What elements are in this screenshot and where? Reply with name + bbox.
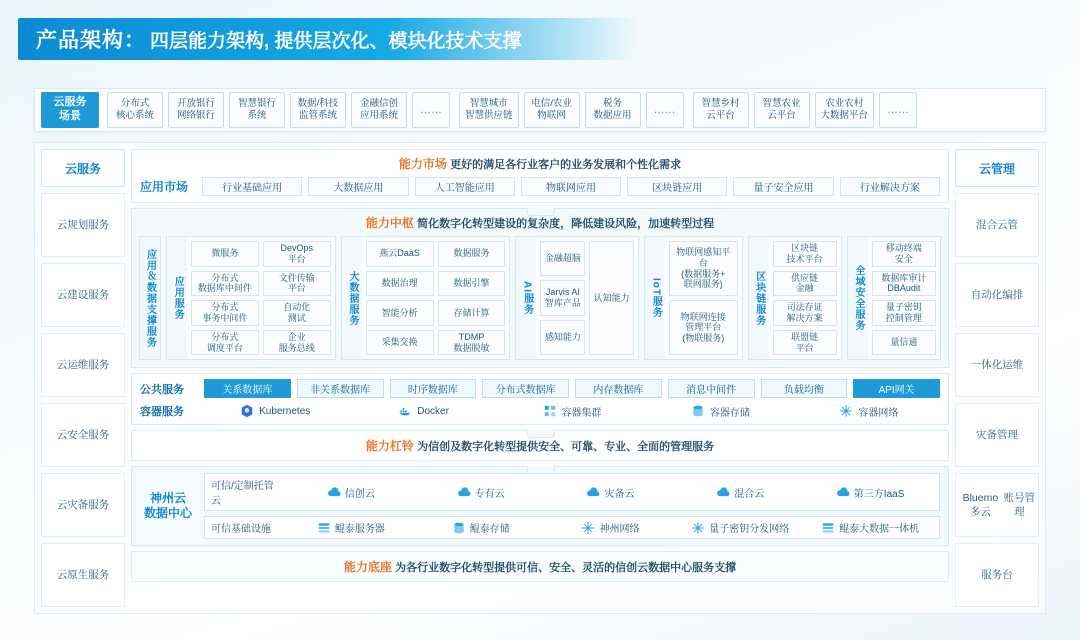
capability-item[interactable]: 金融超脑 — [540, 241, 585, 276]
cloud-scenario-group — [459, 92, 684, 128]
capability-market-title — [140, 155, 940, 172]
capability-middle-body — [139, 236, 941, 360]
capability-market-subtitle: 更好的满足各行业客户的业务发展和个性化需求 — [450, 159, 682, 171]
managed-cloud-item[interactable] — [805, 485, 935, 500]
app-market-chips — [202, 177, 940, 196]
capability-base-subtitle: 为各行业数字化转型提供可信、安全、灵活的信创云数据中心服务支撑 — [395, 562, 737, 575]
app-data-support-label-text: 应用＆数据支撑服务 — [144, 248, 156, 348]
app-market-chip[interactable]: 大数据应用 — [308, 177, 408, 196]
capability-block-label: 应用服务 — [167, 237, 187, 359]
capability-block-grid — [769, 237, 841, 359]
app-market-row — [140, 177, 940, 196]
scenario-more-chip[interactable]: …… — [646, 92, 684, 128]
cloud-management-items — [955, 193, 1039, 607]
capability-item[interactable]: 数据引擎 — [438, 271, 506, 297]
managed-cloud-item[interactable] — [286, 485, 416, 500]
scenario-chip[interactable]: 分布式 核心系统 — [107, 92, 163, 128]
architecture-main — [34, 142, 1046, 614]
capability-item[interactable]: 文件传输 平台 — [263, 271, 331, 297]
app-data-support-label — [139, 236, 161, 360]
cluster-icon — [543, 404, 557, 418]
capability-block — [644, 236, 742, 360]
scenario-chip[interactable]: 数据/科技 监管系统 — [290, 92, 346, 128]
scenario-chip[interactable]: 税务 数据应用 — [585, 92, 641, 128]
container-service-label: Docker — [417, 405, 449, 417]
infrastructure-item-label: 鲲泰服务器 — [334, 524, 385, 536]
capability-item[interactable]: 存储计算 — [438, 300, 506, 326]
capability-block-column — [438, 241, 506, 355]
container-service-item[interactable] — [649, 404, 791, 419]
app-market-chip[interactable]: 人工智能应用 — [415, 177, 515, 196]
public-service-chip[interactable]: 内存数据库 — [575, 379, 662, 398]
storage-icon — [452, 521, 466, 535]
infrastructure-items — [286, 520, 935, 535]
capability-block-grid — [868, 237, 940, 359]
cloud-service-item[interactable]: 云运维服务 — [41, 333, 125, 397]
capability-base-title-text: 能力底座 — [343, 560, 392, 575]
network-icon — [839, 404, 853, 418]
capability-middle-subtitle: 简化数字化转型建设的复杂度，降低建设风险，加速转型过程 — [417, 218, 715, 230]
cloud-service-item[interactable]: 云建设服务 — [41, 263, 125, 327]
cloud-management-header: 云管理 — [955, 149, 1039, 187]
capability-block-grid — [187, 237, 335, 359]
capability-item[interactable]: 燕云DaaS — [366, 241, 434, 267]
capability-item[interactable]: Jarvis AI 智库产品 — [540, 280, 585, 315]
capability-block-column — [540, 241, 585, 355]
capability-item[interactable]: 物联网感知平台 (数据服务+ 联网服务) — [669, 241, 737, 296]
infrastructure-item[interactable] — [546, 520, 676, 535]
capability-block-label: IoT服务 — [645, 237, 665, 359]
scenario-chip[interactable]: 开放银行 网络银行 — [168, 92, 224, 128]
capability-item[interactable]: 数据服务 — [438, 241, 506, 267]
cloud-scenario-group — [107, 92, 450, 128]
scenario-chip[interactable]: 智慧城市 智慧供应链 — [459, 92, 519, 128]
capability-item[interactable]: 分布式 调度平台 — [191, 330, 259, 356]
container-service-label: 容器存储 — [709, 407, 750, 419]
container-services-label: 容器服务 — [140, 406, 184, 419]
capability-item[interactable]: 自动化 测试 — [263, 300, 331, 326]
capability-item[interactable]: 联盟链 平台 — [773, 330, 837, 356]
cloud-service-item[interactable]: 云灾备服务 — [41, 473, 125, 537]
capability-block-column — [191, 241, 259, 355]
server-icon — [317, 521, 331, 535]
infrastructure-item[interactable] — [286, 520, 416, 535]
cloud-scenario-strip — [34, 88, 1046, 132]
container-services-row — [140, 403, 940, 419]
capability-block-grid — [665, 237, 741, 359]
managed-cloud-item-label: 信创云 — [344, 488, 375, 500]
cloud-scenario-label — [41, 92, 99, 128]
cloud-icon — [716, 485, 730, 499]
kubernetes-icon — [240, 404, 254, 418]
scenario-chip[interactable]: 农业农村 大数据平台 — [815, 92, 875, 128]
cloud-management-item[interactable]: 混合云管 — [955, 193, 1039, 257]
managed-cloud-key: 可信/定制托管云 — [211, 481, 274, 508]
public-service-chip[interactable]: API网关 — [853, 379, 940, 398]
capability-item[interactable]: 认知能力 — [589, 241, 634, 355]
capability-item[interactable]: 采集交换 — [366, 330, 434, 356]
container-service-label: 容器网络 — [858, 407, 899, 419]
infrastructure-key: 可信基础设施 — [211, 524, 271, 536]
app-market-chip[interactable]: 量子安全应用 — [733, 177, 833, 196]
capability-block-label: AI服务 — [516, 237, 536, 359]
capability-block-column — [773, 241, 837, 355]
public-services-row — [140, 379, 940, 398]
container-service-label: 容器集群 — [561, 407, 602, 419]
public-services-label: 公共服务 — [140, 383, 184, 396]
container-services-items — [204, 404, 940, 419]
capability-block — [847, 236, 941, 360]
container-service-item[interactable] — [352, 404, 494, 419]
capability-item[interactable]: 数据库审计 DBAudit — [872, 271, 936, 297]
capability-block-label: 全域安全服务 — [848, 237, 868, 359]
capability-lever-title — [140, 437, 940, 454]
capability-item[interactable]: 移动终端 安全 — [872, 241, 936, 267]
app-market-chip[interactable]: 行业解决方案 — [840, 177, 940, 196]
scenario-more-chip[interactable]: …… — [412, 92, 450, 128]
capability-market-title-text: 能力市场 — [398, 157, 447, 171]
capability-middle-blocks — [166, 236, 941, 360]
app-market-chip[interactable]: 区块链应用 — [627, 177, 727, 196]
data-center-band — [131, 466, 949, 546]
capability-item[interactable]: 供应链 金融 — [773, 271, 837, 297]
cloud-service-item[interactable]: 云安全服务 — [41, 403, 125, 467]
cloud-service-item[interactable]: 云规划服务 — [41, 193, 125, 257]
public-service-chip[interactable]: 关系数据库 — [204, 379, 291, 398]
capability-block — [341, 236, 511, 360]
scenario-chip[interactable]: 智慧农业 云平台 — [754, 92, 810, 128]
capability-block-column — [669, 241, 737, 355]
managed-cloud-item-label: 灾备云 — [604, 488, 635, 500]
cloud-management-item[interactable]: 一体化运维 — [955, 333, 1039, 397]
capability-item[interactable]: 感知能力 — [540, 320, 585, 355]
cloud-management-item[interactable]: 服务台 — [955, 543, 1039, 607]
capability-block-column — [366, 241, 434, 355]
cloud-service-column — [41, 149, 125, 607]
container-service-item[interactable] — [501, 404, 643, 419]
cloud-management-column — [955, 149, 1039, 607]
capability-block-grid — [536, 237, 638, 359]
managed-cloud-item-label: 混合云 — [734, 488, 765, 500]
capability-item[interactable]: 量子密钥 控制管理 — [872, 300, 936, 326]
cloud-scenario-label-line1: 云服务 — [53, 96, 87, 109]
managed-cloud-item-label: 专有云 — [474, 488, 505, 500]
managed-cloud-item-label: 第三方IaaS — [853, 488, 905, 500]
cloud-icon — [457, 485, 471, 499]
container-service-label: Kubernetes — [259, 405, 311, 417]
capability-middle-band — [131, 208, 949, 368]
cloud-icon — [586, 485, 600, 499]
scenario-chip[interactable]: 金融信创 应用系统 — [351, 92, 407, 128]
managed-cloud-row — [204, 473, 940, 511]
network-icon — [581, 521, 595, 535]
data-center-label-line2: 数据中心 — [143, 506, 192, 521]
capability-base-band — [131, 551, 949, 582]
public-service-chip[interactable]: 非关系数据库 — [297, 379, 384, 398]
capability-block — [515, 236, 639, 360]
container-service-item[interactable] — [798, 404, 940, 419]
capability-item[interactable]: 分布式 事务中间件 — [191, 300, 259, 326]
infrastructure-item-label: 鲲泰大数据一体机 — [839, 524, 920, 536]
header-bar — [18, 18, 638, 60]
capability-item[interactable]: 分布式 数据库中间件 — [191, 271, 259, 297]
infrastructure-item-label: 量子密钥分发网络 — [709, 524, 790, 536]
cloud-management-item[interactable]: 自动化编排 — [955, 263, 1039, 327]
cloud-scenario-group — [693, 92, 918, 128]
data-center-rows — [204, 473, 940, 539]
public-service-chip[interactable]: 消息中间件 — [668, 379, 755, 398]
capability-item[interactable]: 微服务 — [191, 241, 259, 267]
cloud-scenario-groups — [107, 92, 917, 128]
capability-item[interactable]: 量信通 — [872, 330, 936, 356]
capability-lever-band — [131, 430, 949, 461]
scenario-chip[interactable]: 智慧乡村 云平台 — [693, 92, 749, 128]
architecture-center — [131, 149, 949, 607]
cloud-management-item[interactable]: 灾备管理 — [955, 403, 1039, 467]
page-subtitle: 四层能力架构, 提供层次化、模块化技术支撑 — [150, 30, 522, 52]
capability-item[interactable]: 数据治理 — [366, 271, 434, 297]
public-services-chips — [204, 379, 940, 398]
infrastructure-item[interactable] — [805, 520, 935, 535]
managed-cloud-items — [286, 485, 935, 500]
cloud-icon — [836, 485, 850, 499]
capability-block — [748, 236, 842, 360]
capability-item[interactable]: 司法存证 解决方案 — [773, 300, 837, 326]
managed-cloud-item[interactable] — [416, 485, 546, 500]
docker-icon — [398, 404, 412, 418]
capability-block-column — [589, 241, 634, 355]
page-header — [0, 18, 1080, 60]
cloud-service-item[interactable]: 云原生服务 — [41, 543, 125, 607]
managed-cloud-item[interactable] — [675, 485, 805, 500]
capability-base-title — [140, 558, 940, 575]
capability-block-column — [872, 241, 936, 355]
capability-item[interactable]: 区块链 技术平台 — [773, 241, 837, 267]
cloud-service-header: 云服务 — [41, 149, 125, 187]
quantum-icon — [691, 521, 705, 535]
managed-cloud-item[interactable] — [546, 485, 676, 500]
cloud-management-item[interactable]: Bluemo多云 账号管理 — [955, 473, 1039, 537]
cloud-service-items — [41, 193, 125, 607]
cloud-scenario-label-line2: 场景 — [59, 110, 81, 122]
infrastructure-item-label: 神州网络 — [599, 524, 640, 536]
data-center-label — [140, 491, 196, 522]
capability-middle-title-text: 能力中枢 — [365, 216, 414, 230]
capability-item[interactable]: TDMP 数据脱敏 — [438, 330, 506, 356]
public-service-chip[interactable]: 负载均衡 — [761, 379, 848, 398]
scenario-more-chip[interactable]: …… — [879, 92, 917, 128]
public-services-band — [131, 373, 949, 425]
allinone-icon — [821, 521, 835, 535]
capability-middle-title — [139, 214, 941, 231]
capability-market-band — [131, 149, 949, 203]
app-market-chip[interactable]: 行业基础应用 — [202, 177, 302, 196]
container-service-item[interactable] — [204, 404, 346, 419]
app-market-chip[interactable]: 物联网应用 — [521, 177, 621, 196]
scenario-chip[interactable]: 智慧银行 系统 — [229, 92, 285, 128]
capability-block-label: 区块链服务 — [749, 237, 769, 359]
capability-item[interactable]: 企业 服务总线 — [263, 330, 331, 356]
capability-block-label: 大数据服务 — [342, 237, 362, 359]
scenario-chip[interactable]: 电信/农业 物联网 — [524, 92, 580, 128]
public-service-chip[interactable]: 时序数据库 — [390, 379, 477, 398]
infrastructure-item[interactable] — [416, 520, 546, 535]
capability-lever-subtitle: 为信创及数字化转型提供安全、可靠、专业、全面的管理服务 — [417, 441, 715, 454]
capability-item[interactable]: 物联网连接 管理平台 (物联服务) — [669, 300, 737, 355]
storage-icon — [691, 404, 705, 418]
infrastructure-item-label: 鲲泰存储 — [469, 524, 510, 536]
public-service-chip[interactable]: 分布式数据库 — [482, 379, 569, 398]
page-title: 产品架构： — [36, 29, 146, 52]
capability-block-column — [263, 241, 331, 355]
capability-block-grid — [362, 237, 510, 359]
capability-item[interactable]: 智能分析 — [366, 300, 434, 326]
infrastructure-item[interactable] — [675, 520, 805, 535]
capability-lever-title-text: 能力杠铃 — [365, 439, 414, 454]
capability-block — [166, 236, 336, 360]
cloud-icon — [327, 485, 341, 499]
data-center-label-line1: 神州云 — [149, 490, 186, 505]
app-market-label: 应用市场 — [140, 180, 189, 194]
infrastructure-row — [204, 516, 940, 539]
capability-item[interactable]: DevOps 平台 — [263, 241, 331, 267]
